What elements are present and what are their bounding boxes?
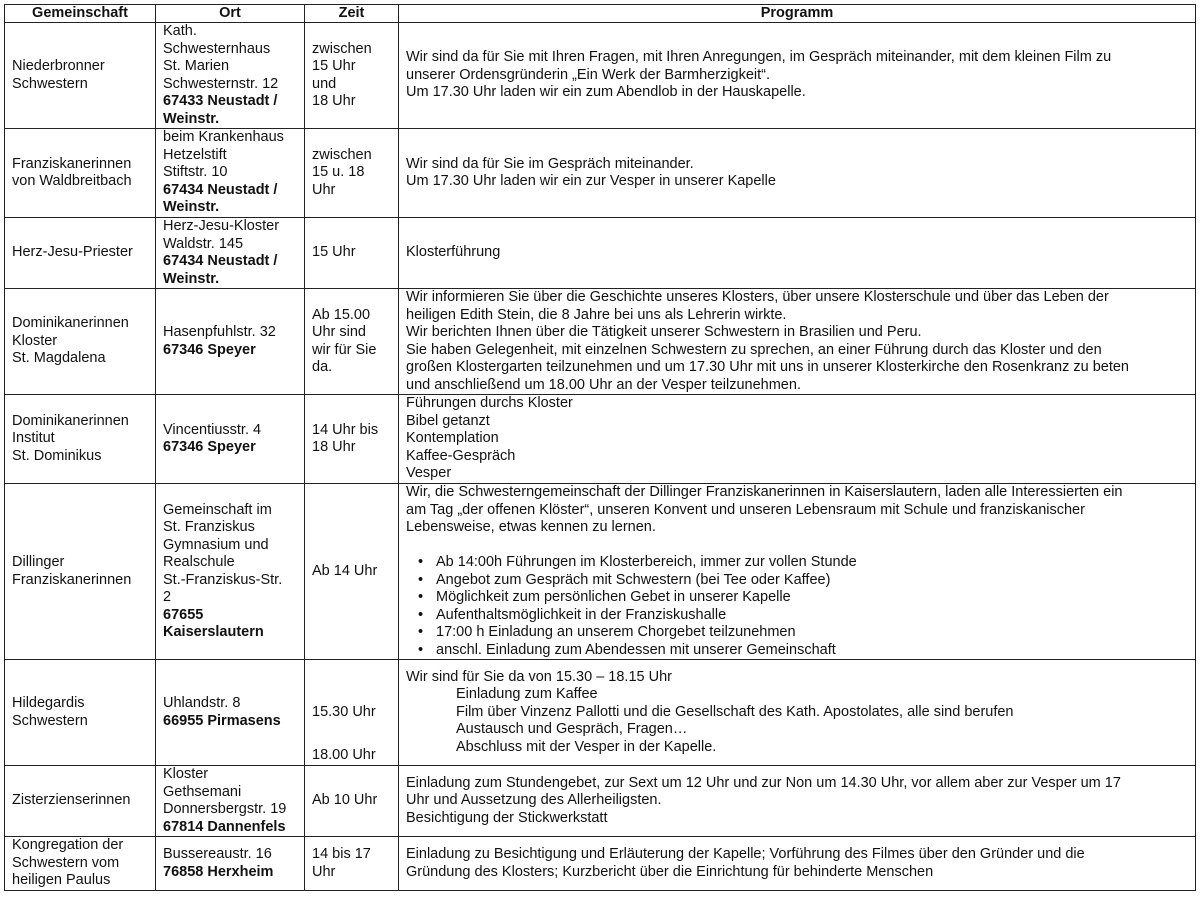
gemeinschaft-line: Schwestern bbox=[12, 75, 88, 92]
list-item: • anschl. Einladung zum Abendessen mit unserer Gemeinschaft bbox=[436, 642, 1188, 660]
programm-line: am Tag „der offenen Klöster“, unseren Konvent und unseren Lebensraum mit Schule und franziskanischer bbox=[406, 501, 1085, 518]
programm-line: Wir sind da für Sie mit Ihren Fragen, mit Ihren Anregungen, im Gespräch miteinander, mit dem kleinen Film zu bbox=[406, 49, 1112, 66]
programm-line: Lebensweise, etwas kennen zu lernen. bbox=[406, 519, 656, 535]
programm-line: Einladung zu Besichtigung und Erläuterung der Kapelle; Vorführung des Filmes über den Gründer und die bbox=[406, 846, 1085, 862]
gemeinschaft-line: Institut bbox=[12, 430, 55, 447]
ort-line: Kloster bbox=[163, 766, 209, 782]
gemeinschaft-line: Zisterzienserinnen bbox=[12, 792, 131, 809]
ort-line: Schwesternstr. 12 bbox=[163, 75, 279, 92]
ort-cell bbox=[156, 766, 305, 837]
zeit-line: Ab 10 Uhr bbox=[312, 792, 378, 809]
ort-line: Bussereaustr. 16 bbox=[163, 846, 272, 862]
programm-cell bbox=[399, 395, 1196, 484]
programm-line: heiligen Edith Stein, die 8 Jahre bei uns als Lehrerin wirkte. bbox=[406, 306, 787, 323]
ort-cell bbox=[156, 289, 305, 395]
zeit-cell bbox=[305, 660, 399, 766]
ort-cell bbox=[156, 660, 305, 766]
ort-line: Realschule bbox=[163, 554, 235, 570]
zeit-line: 18 Uhr bbox=[312, 93, 356, 109]
zeit-cell bbox=[305, 23, 399, 129]
table-row bbox=[5, 289, 1196, 395]
programm-line: Führungen durchs Kloster bbox=[406, 395, 573, 412]
ort-line: beim Krankenhaus bbox=[163, 129, 284, 146]
programm-cell bbox=[399, 129, 1196, 218]
table-row bbox=[5, 766, 1196, 837]
zeit-line: 18 Uhr bbox=[312, 439, 356, 455]
programm-line: Bibel getanzt bbox=[406, 412, 490, 429]
gemeinschaft-line: Franziskanerinnen bbox=[12, 155, 132, 172]
list-item: • Aufenthaltsmöglichkeit in der Franziskushalle bbox=[436, 607, 1188, 625]
gemeinschaft-cell bbox=[5, 23, 156, 129]
ort-postal-line: 67434 Neustadt / bbox=[163, 253, 278, 269]
programm-line: Kaffee-Gespräch bbox=[406, 447, 516, 464]
gemeinschaft-line: Franziskanerinnen bbox=[12, 571, 132, 588]
ort-postal-line: 67434 Neustadt / bbox=[163, 181, 278, 198]
header-row bbox=[5, 5, 1196, 23]
programm-cell bbox=[399, 660, 1196, 766]
programm-line: Wir, die Schwesterngemeinschaft der Dillinger Franziskanerinnen in Kaiserslautern, laden alle Interessierten ein bbox=[406, 484, 1123, 500]
gemeinschaft-cell bbox=[5, 484, 156, 660]
zeit-line: Uhr bbox=[312, 863, 336, 880]
zeit-cell bbox=[305, 129, 399, 218]
table-row bbox=[5, 129, 1196, 218]
gemeinschaft-cell bbox=[5, 837, 156, 891]
ort-postal-line: 67346 Speyer bbox=[163, 439, 256, 455]
ort-line: Donnersbergstr. 19 bbox=[163, 801, 287, 817]
ort-postal-line: 66955 Pirmasens bbox=[163, 712, 281, 729]
table-row bbox=[5, 837, 1196, 891]
ort-line: St. Franziskus bbox=[163, 519, 255, 535]
gemeinschaft-cell bbox=[5, 289, 156, 395]
zeit-start: 15.30 Uhr bbox=[312, 703, 376, 720]
header-zeit: Zeit bbox=[305, 5, 399, 23]
gemeinschaft-line: Schwestern bbox=[12, 712, 88, 729]
programm-line: Um 17.30 Uhr laden wir ein zur Vesper in unserer Kapelle bbox=[406, 173, 776, 189]
ort-line: Gemeinschaft im bbox=[163, 501, 272, 518]
ort-postal-line: Kaiserslautern bbox=[163, 624, 264, 640]
zeit-line: wir für Sie bbox=[312, 341, 377, 358]
gemeinschaft-line: Kongregation der bbox=[12, 837, 124, 854]
zeit-cell bbox=[305, 395, 399, 484]
table-row bbox=[5, 395, 1196, 484]
programm-line: Einladung zum Stundengebet, zur Sext um 12 Uhr und zur Non um 14.30 Uhr, vor allem aber zur Vesper um 17 bbox=[406, 774, 1121, 791]
zeit-line: da. bbox=[312, 359, 333, 375]
gemeinschaft-line: Dillinger bbox=[12, 554, 65, 570]
gemeinschaft-line: Herz-Jesu-Priester bbox=[12, 244, 133, 261]
zeit-cell bbox=[305, 837, 399, 891]
gemeinschaft-line: St. Dominikus bbox=[12, 447, 102, 464]
table-row bbox=[5, 23, 1196, 129]
programm-indented-line: Abschluss mit der Vesper in der Kapelle. bbox=[456, 738, 717, 755]
ort-line: Herz-Jesu-Kloster bbox=[163, 218, 280, 234]
ort-cell bbox=[156, 23, 305, 129]
ort-postal-line: 67655 bbox=[163, 606, 204, 623]
ort-line: Gethsemani bbox=[163, 783, 242, 800]
programm-line: Wir sind für Sie da von 15.30 – 18.15 Uhr bbox=[406, 668, 672, 685]
table-row bbox=[5, 484, 1196, 660]
programm-line: Sie haben Gelegenheit, mit einzelnen Schwestern zu sprechen, an einer Führung durch das Kloster und den bbox=[406, 341, 1102, 358]
zeit-cell bbox=[305, 289, 399, 395]
ort-postal-line: Weinstr. bbox=[163, 110, 220, 127]
ort-line: Uhlandstr. 8 bbox=[163, 695, 241, 711]
program-bullet-list bbox=[406, 554, 1188, 659]
ort-line: St. Marien bbox=[163, 58, 230, 74]
programm-cell bbox=[399, 484, 1196, 660]
ort-line: St.-Franziskus-Str. bbox=[163, 571, 283, 588]
header-programm: Programm bbox=[399, 5, 1196, 23]
ort-postal-line: Weinstr. bbox=[163, 199, 220, 216]
zeit-line: Uhr sind bbox=[312, 324, 366, 340]
programm-line: Wir informieren Sie über die Geschichte unseres Klosters, über unsere Klosterschule und über das Leben der bbox=[406, 289, 1109, 305]
ort-line: 2 bbox=[163, 589, 172, 605]
zeit-line: 14 Uhr bis bbox=[312, 421, 379, 438]
gemeinschaft-line: Niederbronner bbox=[12, 58, 105, 74]
programm-indented-line: Einladung zum Kaffee bbox=[456, 686, 598, 703]
ort-line: Stiftstr. 10 bbox=[163, 164, 228, 181]
programm-cell bbox=[399, 837, 1196, 891]
zeit-line: Uhr bbox=[312, 181, 336, 198]
table-row bbox=[5, 218, 1196, 289]
programm-line: und anschließend um 18.00 Uhr an der Vesper teilzunehmen. bbox=[406, 376, 801, 393]
zeit-line: 15 u. 18 bbox=[312, 164, 365, 181]
ort-cell bbox=[156, 837, 305, 891]
zeit-line: Ab 15.00 bbox=[312, 306, 371, 323]
zeit-line: und bbox=[312, 75, 337, 92]
programm-line: Um 17.30 Uhr laden wir ein zum Abendlob in der Hauskapelle. bbox=[406, 84, 806, 101]
gemeinschaft-line: von Waldbreitbach bbox=[12, 173, 132, 189]
list-item: • Ab 14:00h Führungen im Klosterbereich, immer zur vollen Stunde bbox=[436, 554, 1188, 572]
gemeinschaft-cell bbox=[5, 395, 156, 484]
zeit-line: zwischen bbox=[312, 146, 372, 163]
list-item: • 17:00 h Einladung an unserem Chorgebet teilzunehmen bbox=[436, 624, 1188, 642]
zeit-line: 15 Uhr bbox=[312, 244, 356, 261]
ort-line: Vincentiusstr. 4 bbox=[163, 421, 262, 438]
ort-line: Hetzelstift bbox=[163, 146, 227, 163]
gemeinschaft-cell bbox=[5, 766, 156, 837]
ort-postal-line: 67346 Speyer bbox=[163, 341, 256, 358]
programm-line: Gründung des Klosters; Kurzbericht über die Einrichtung für behinderte Menschen bbox=[406, 863, 934, 880]
zeit-line: Ab 14 Uhr bbox=[312, 562, 378, 579]
list-item: • Angebot zum Gespräch mit Schwestern (bei Tee oder Kaffee) bbox=[436, 572, 1188, 590]
programm-cell bbox=[399, 766, 1196, 837]
list-item: • Möglichkeit zum persönlichen Gebet in unserer Kapelle bbox=[436, 589, 1188, 607]
zeit-end: 18.00 Uhr bbox=[312, 746, 376, 763]
programm-line: Uhr und Aussetzung des Allerheiligsten. bbox=[406, 792, 662, 809]
table-row bbox=[5, 660, 1196, 766]
ort-line: Schwesternhaus bbox=[163, 40, 271, 57]
zeit-cell bbox=[305, 766, 399, 837]
ort-line: Gymnasium und bbox=[163, 536, 269, 553]
ort-postal-line: 67814 Dannenfels bbox=[163, 818, 286, 835]
programm-line: Klosterführung bbox=[406, 244, 501, 261]
ort-cell bbox=[156, 395, 305, 484]
programm-line: Vesper bbox=[406, 465, 452, 482]
ort-cell bbox=[156, 218, 305, 289]
gemeinschaft-line: heiligen Paulus bbox=[12, 872, 111, 889]
gemeinschaft-line: Dominikanerinnen bbox=[12, 315, 129, 332]
ort-cell bbox=[156, 129, 305, 218]
programm-line: Besichtigung der Stickwerkstatt bbox=[406, 809, 608, 826]
gemeinschaft-line: Dominikanerinnen bbox=[12, 412, 129, 429]
gemeinschaft-line: Hildegardis bbox=[12, 695, 85, 711]
programm-line: Wir berichten Ihnen über die Tätigkeit unserer Schwestern in Brasilien und Peru. bbox=[406, 324, 922, 340]
gemeinschaft-line: Kloster bbox=[12, 332, 58, 349]
programm-cell bbox=[399, 23, 1196, 129]
programm-line: Wir sind da für Sie im Gespräch miteinander. bbox=[406, 155, 694, 172]
programm-line: unserer Ordensgründerin „Ein Werk der Barmherzigkeit“. bbox=[406, 66, 770, 83]
header-ort: Ort bbox=[156, 5, 305, 23]
ort-postal-line: 76858 Herxheim bbox=[163, 863, 274, 880]
zeit-cell bbox=[305, 484, 399, 660]
program-table bbox=[4, 4, 1196, 891]
gemeinschaft-cell bbox=[5, 129, 156, 218]
ort-cell bbox=[156, 484, 305, 660]
ort-postal-line: Weinstr. bbox=[163, 270, 220, 287]
paragraph-gap bbox=[406, 537, 1188, 555]
programm-line: großen Klostergarten teilzunehmen und um 17.30 Uhr mit uns in unserer Klosterkirche den Rosenkranz zu beten bbox=[406, 359, 1129, 375]
gemeinschaft-line: Schwestern vom bbox=[12, 854, 120, 871]
zeit-line: zwischen bbox=[312, 40, 372, 57]
zeit-cell bbox=[305, 218, 399, 289]
ort-postal-line: 67433 Neustadt / bbox=[163, 93, 278, 109]
programm-cell bbox=[399, 218, 1196, 289]
gemeinschaft-cell bbox=[5, 218, 156, 289]
ort-line: Kath. bbox=[163, 23, 197, 39]
ort-line: Waldstr. 145 bbox=[163, 235, 244, 252]
zeit-line: 15 Uhr bbox=[312, 58, 356, 74]
gemeinschaft-line: St. Magdalena bbox=[12, 350, 106, 367]
header-gemeinschaft: Gemeinschaft bbox=[5, 5, 156, 23]
programm-cell bbox=[399, 289, 1196, 395]
zeit-line: 14 bis 17 bbox=[312, 846, 371, 862]
programm-line: Kontemplation bbox=[406, 430, 499, 447]
programm-indented-line: Film über Vinzenz Pallotti und die Gesellschaft des Kath. Apostolates, alle sind berufen bbox=[456, 703, 1014, 720]
programm-indented-line: Austausch und Gespräch, Fragen… bbox=[456, 721, 688, 738]
ort-line: Hasenpfuhlstr. 32 bbox=[163, 324, 276, 340]
gemeinschaft-cell bbox=[5, 660, 156, 766]
